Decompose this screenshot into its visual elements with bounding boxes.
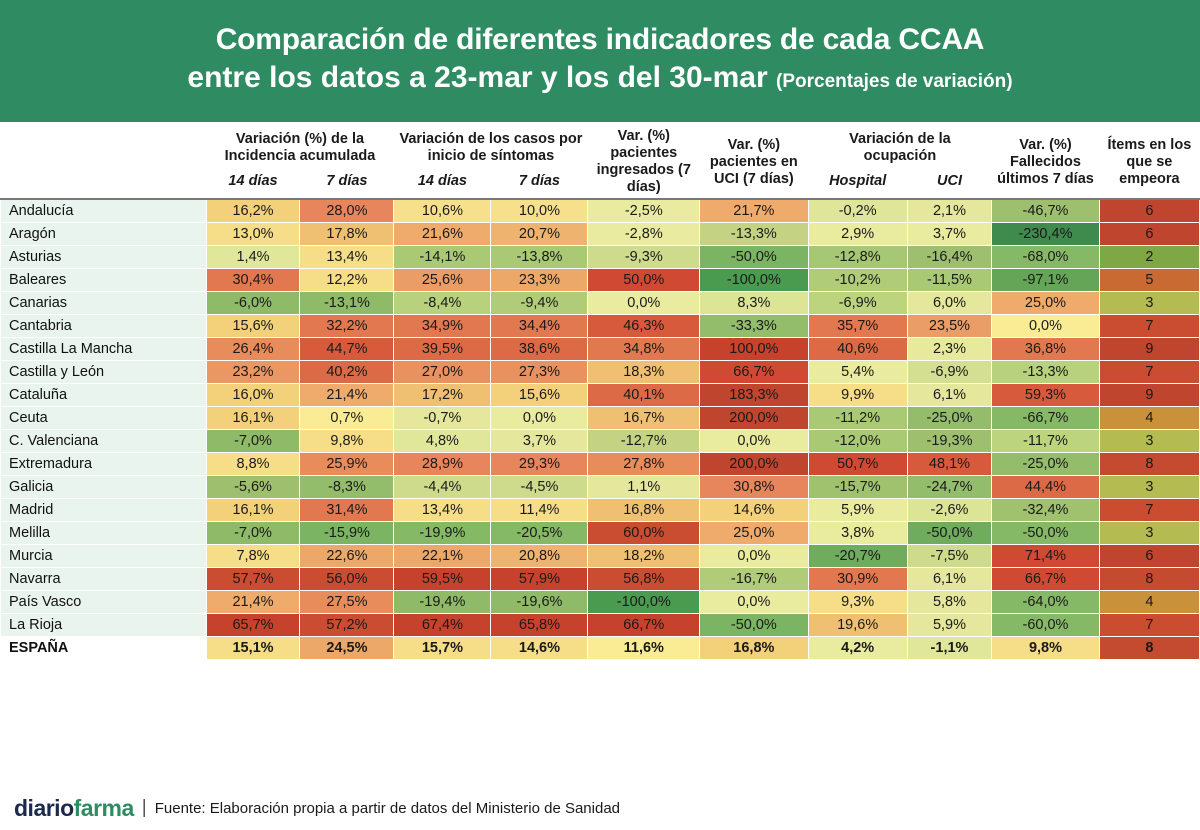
heatmap-cell: 8 bbox=[1099, 568, 1199, 591]
heatmap-cell: 57,2% bbox=[300, 614, 394, 637]
heatmap-cell: 24,5% bbox=[300, 637, 394, 660]
table-row bbox=[1, 223, 1200, 246]
row-label-region: ESPAÑA bbox=[1, 637, 207, 660]
header-banner bbox=[0, 0, 1200, 122]
heatmap-cell: 4,8% bbox=[394, 430, 491, 453]
heatmap-cell: 27,0% bbox=[394, 361, 491, 384]
row-label-region: Castilla La Mancha bbox=[1, 338, 207, 361]
heatmap-cell: 14,6% bbox=[491, 637, 588, 660]
heatmap-cell: 0,0% bbox=[700, 545, 809, 568]
heatmap-cell: -15,7% bbox=[808, 476, 907, 499]
heatmap-cell: -24,7% bbox=[907, 476, 992, 499]
heatmap-cell: 25,0% bbox=[700, 522, 809, 545]
heatmap-cell: 14,6% bbox=[700, 499, 809, 522]
heatmap-cell: 66,7% bbox=[992, 568, 1099, 591]
heatmap-cell: 7 bbox=[1099, 499, 1199, 522]
row-label-region: C. Valenciana bbox=[1, 430, 207, 453]
heatmap-cell: -9,3% bbox=[588, 246, 700, 269]
heatmap-cell: 8 bbox=[1099, 637, 1199, 660]
heatmap-cell: 13,0% bbox=[206, 223, 300, 246]
heatmap-cell: 23,2% bbox=[206, 361, 300, 384]
heatmap-cell: -8,4% bbox=[394, 292, 491, 315]
heatmap-cell: -13,1% bbox=[300, 292, 394, 315]
page-title-line1: Comparación de diferentes indicadores de cada CCAA bbox=[215, 23, 985, 56]
heatmap-cell: -7,0% bbox=[206, 522, 300, 545]
heatmap-cell: 7,8% bbox=[206, 545, 300, 568]
header-sub-sintomas-7: 7 días bbox=[491, 170, 588, 199]
heatmap-cell: -12,7% bbox=[588, 430, 700, 453]
heatmap-cell: 19,6% bbox=[808, 614, 907, 637]
heatmap-cell: 39,5% bbox=[394, 338, 491, 361]
heatmap-cell: 8,3% bbox=[700, 292, 809, 315]
heatmap-cell: 66,7% bbox=[588, 614, 700, 637]
row-label-region: Madrid bbox=[1, 499, 207, 522]
heatmap-cell: -10,2% bbox=[808, 269, 907, 292]
heatmap-cell: 30,9% bbox=[808, 568, 907, 591]
row-label-region: Castilla y León bbox=[1, 361, 207, 384]
heatmap-cell: 16,0% bbox=[206, 384, 300, 407]
heatmap-cell: -0,2% bbox=[808, 199, 907, 223]
row-label-region: Canarias bbox=[1, 292, 207, 315]
heatmap-cell: 9,9% bbox=[808, 384, 907, 407]
brand-part1: diario bbox=[14, 794, 74, 821]
heatmap-cell: 27,8% bbox=[588, 453, 700, 476]
row-label-region: Cantabria bbox=[1, 315, 207, 338]
indicators-heatmap-table bbox=[0, 122, 1200, 660]
header-group-sintomas: Variación de los casos por inicio de síntomas bbox=[394, 122, 588, 170]
heatmap-cell: 13,4% bbox=[394, 499, 491, 522]
heatmap-cell: -50,0% bbox=[907, 522, 992, 545]
header-sub-ocupacion-uci: UCI bbox=[907, 170, 992, 199]
heatmap-cell: 17,2% bbox=[394, 384, 491, 407]
footer-separator: | bbox=[141, 797, 147, 818]
heatmap-cell: -6,9% bbox=[907, 361, 992, 384]
footer-source: Fuente: Elaboración propia a partir de datos del Ministerio de Sanidad bbox=[154, 799, 621, 817]
heatmap-cell: 21,4% bbox=[206, 591, 300, 614]
heatmap-cell: 5,8% bbox=[907, 591, 992, 614]
heatmap-cell: -20,5% bbox=[491, 522, 588, 545]
heatmap-cell: 0,0% bbox=[700, 591, 809, 614]
heatmap-cell: 31,4% bbox=[300, 499, 394, 522]
row-label-region: Baleares bbox=[1, 269, 207, 292]
table-row bbox=[1, 568, 1200, 591]
heatmap-cell: 50,7% bbox=[808, 453, 907, 476]
table-row bbox=[1, 476, 1200, 499]
heatmap-cell: 18,2% bbox=[588, 545, 700, 568]
heatmap-cell: 56,0% bbox=[300, 568, 394, 591]
heatmap-cell: 0,0% bbox=[992, 315, 1099, 338]
header-group-ingresados: Var. (%) pacientes ingresados (7 días) bbox=[588, 122, 700, 199]
table-row bbox=[1, 338, 1200, 361]
heatmap-cell: 15,6% bbox=[206, 315, 300, 338]
heatmap-cell: 11,4% bbox=[491, 499, 588, 522]
heatmap-cell: 21,6% bbox=[394, 223, 491, 246]
heatmap-cell: 17,8% bbox=[300, 223, 394, 246]
heatmap-cell: -50,0% bbox=[700, 614, 809, 637]
heatmap-cell: -6,0% bbox=[206, 292, 300, 315]
heatmap-cell: -4,4% bbox=[394, 476, 491, 499]
heatmap-cell: 28,0% bbox=[300, 199, 394, 223]
row-label-region: Asturias bbox=[1, 246, 207, 269]
heatmap-cell: 16,2% bbox=[206, 199, 300, 223]
heatmap-cell: 25,6% bbox=[394, 269, 491, 292]
heatmap-cell: -19,9% bbox=[394, 522, 491, 545]
heatmap-cell: -46,7% bbox=[992, 199, 1099, 223]
heatmap-cell: 38,6% bbox=[491, 338, 588, 361]
heatmap-cell: 16,8% bbox=[588, 499, 700, 522]
heatmap-cell: 6,1% bbox=[907, 384, 992, 407]
table-row bbox=[1, 361, 1200, 384]
header-group-fallecidos: Var. (%) Fallecidos últimos 7 días bbox=[992, 122, 1099, 199]
heatmap-cell: 11,6% bbox=[588, 637, 700, 660]
heatmap-cell: 71,4% bbox=[992, 545, 1099, 568]
heatmap-cell: 6 bbox=[1099, 199, 1199, 223]
heatmap-cell: -1,1% bbox=[907, 637, 992, 660]
heatmap-cell: -7,0% bbox=[206, 430, 300, 453]
heatmap-cell: -50,0% bbox=[700, 246, 809, 269]
heatmap-cell: 27,5% bbox=[300, 591, 394, 614]
heatmap-cell: -12,8% bbox=[808, 246, 907, 269]
heatmap-cell: 44,7% bbox=[300, 338, 394, 361]
heatmap-cell: 57,9% bbox=[491, 568, 588, 591]
heatmap-cell: 35,7% bbox=[808, 315, 907, 338]
heatmap-cell: 25,0% bbox=[992, 292, 1099, 315]
heatmap-cell: -12,0% bbox=[808, 430, 907, 453]
heatmap-cell: 32,2% bbox=[300, 315, 394, 338]
row-label-region: País Vasco bbox=[1, 591, 207, 614]
heatmap-cell: 34,8% bbox=[588, 338, 700, 361]
heatmap-cell: 16,7% bbox=[588, 407, 700, 430]
page-title-line2-text: entre los datos a 23-mar y los del 30-mar bbox=[187, 61, 768, 94]
heatmap-cell: -2,6% bbox=[907, 499, 992, 522]
heatmap-cell: 3,7% bbox=[491, 430, 588, 453]
heatmap-cell: -20,7% bbox=[808, 545, 907, 568]
heatmap-cell: 28,9% bbox=[394, 453, 491, 476]
heatmap-cell: 18,3% bbox=[588, 361, 700, 384]
heatmap-cell: 59,3% bbox=[992, 384, 1099, 407]
heatmap-cell: -5,6% bbox=[206, 476, 300, 499]
heatmap-cell: -13,3% bbox=[992, 361, 1099, 384]
heatmap-cell: 0,0% bbox=[491, 407, 588, 430]
heatmap-cell: -25,0% bbox=[907, 407, 992, 430]
heatmap-cell: -6,9% bbox=[808, 292, 907, 315]
heatmap-cell: 4,2% bbox=[808, 637, 907, 660]
heatmap-cell: -25,0% bbox=[992, 453, 1099, 476]
row-label-region: La Rioja bbox=[1, 614, 207, 637]
heatmap-cell: 67,4% bbox=[394, 614, 491, 637]
heatmap-cell: 3,7% bbox=[907, 223, 992, 246]
heatmap-cell: 4 bbox=[1099, 407, 1199, 430]
heatmap-cell: 34,4% bbox=[491, 315, 588, 338]
row-label-region: Extremadura bbox=[1, 453, 207, 476]
heatmap-cell: 7 bbox=[1099, 361, 1199, 384]
heatmap-cell: 60,0% bbox=[588, 522, 700, 545]
brand-part2: farma bbox=[73, 794, 134, 821]
heatmap-cell: -100,0% bbox=[700, 269, 809, 292]
heatmap-cell: 59,5% bbox=[394, 568, 491, 591]
heatmap-cell: 0,0% bbox=[700, 430, 809, 453]
heatmap-cell: 21,7% bbox=[700, 199, 809, 223]
heatmap-cell: 20,8% bbox=[491, 545, 588, 568]
table-row bbox=[1, 453, 1200, 476]
heatmap-cell: -19,3% bbox=[907, 430, 992, 453]
heatmap-cell: 0,0% bbox=[588, 292, 700, 315]
header-sub-incidencia-7: 7 días bbox=[300, 170, 394, 199]
heatmap-cell: 1,1% bbox=[588, 476, 700, 499]
heatmap-cell: 7 bbox=[1099, 315, 1199, 338]
heatmap-cell: 3 bbox=[1099, 430, 1199, 453]
heatmap-cell: 16,1% bbox=[206, 407, 300, 430]
row-label-region: Murcia bbox=[1, 545, 207, 568]
heatmap-cell: 21,4% bbox=[300, 384, 394, 407]
heatmap-cell: -68,0% bbox=[992, 246, 1099, 269]
row-label-region: Navarra bbox=[1, 568, 207, 591]
heatmap-cell: -2,8% bbox=[588, 223, 700, 246]
table-row bbox=[1, 199, 1200, 223]
heatmap-cell: -9,4% bbox=[491, 292, 588, 315]
heatmap-cell: 22,6% bbox=[300, 545, 394, 568]
row-label-region: Melilla bbox=[1, 522, 207, 545]
heatmap-cell: 44,4% bbox=[992, 476, 1099, 499]
heatmap-cell: 2,3% bbox=[907, 338, 992, 361]
heatmap-cell: 6,1% bbox=[907, 568, 992, 591]
heatmap-cell: 9,3% bbox=[808, 591, 907, 614]
header-group-ocupacion: Variación de la ocupación bbox=[808, 122, 992, 170]
heatmap-cell: 22,1% bbox=[394, 545, 491, 568]
heatmap-cell: 16,8% bbox=[700, 637, 809, 660]
heatmap-cell: 8,8% bbox=[206, 453, 300, 476]
heatmap-cell: 13,4% bbox=[300, 246, 394, 269]
heatmap-cell: 183,3% bbox=[700, 384, 809, 407]
heatmap-cell: -97,1% bbox=[992, 269, 1099, 292]
heatmap-cell: -8,3% bbox=[300, 476, 394, 499]
header-group-row bbox=[1, 122, 1200, 170]
table-row bbox=[1, 384, 1200, 407]
row-label-region: Aragón bbox=[1, 223, 207, 246]
heatmap-cell: 3 bbox=[1099, 476, 1199, 499]
table-row bbox=[1, 315, 1200, 338]
heatmap-cell: -66,7% bbox=[992, 407, 1099, 430]
heatmap-cell: -13,3% bbox=[700, 223, 809, 246]
header-sub-sintomas-14: 14 días bbox=[394, 170, 491, 199]
heatmap-cell: 40,2% bbox=[300, 361, 394, 384]
heatmap-cell: 16,1% bbox=[206, 499, 300, 522]
heatmap-cell: 15,1% bbox=[206, 637, 300, 660]
heatmap-cell: -11,5% bbox=[907, 269, 992, 292]
heatmap-cell: 8 bbox=[1099, 453, 1199, 476]
heatmap-cell: -7,5% bbox=[907, 545, 992, 568]
row-label-region: Cataluña bbox=[1, 384, 207, 407]
heatmap-cell: 200,0% bbox=[700, 407, 809, 430]
heatmap-cell: 15,7% bbox=[394, 637, 491, 660]
heatmap-cell: 9 bbox=[1099, 338, 1199, 361]
heatmap-cell: -13,8% bbox=[491, 246, 588, 269]
table-body bbox=[1, 199, 1200, 660]
heatmap-cell: 1,4% bbox=[206, 246, 300, 269]
header-sub-ocupacion-hospital: Hospital bbox=[808, 170, 907, 199]
heatmap-cell: 23,5% bbox=[907, 315, 992, 338]
heatmap-cell: 2 bbox=[1099, 246, 1199, 269]
heatmap-cell: -32,4% bbox=[992, 499, 1099, 522]
table-row bbox=[1, 246, 1200, 269]
heatmap-cell: -33,3% bbox=[700, 315, 809, 338]
table-header bbox=[1, 122, 1200, 199]
row-label-region: Galicia bbox=[1, 476, 207, 499]
heatmap-cell: 3 bbox=[1099, 522, 1199, 545]
heatmap-cell: 34,9% bbox=[394, 315, 491, 338]
page-subtitle: (Porcentajes de variación) bbox=[776, 71, 1013, 92]
heatmap-cell: 46,3% bbox=[588, 315, 700, 338]
heatmap-cell: 0,7% bbox=[300, 407, 394, 430]
footer-bar bbox=[0, 786, 1200, 830]
table-row bbox=[1, 407, 1200, 430]
heatmap-cell: 9,8% bbox=[300, 430, 394, 453]
table-row bbox=[1, 292, 1200, 315]
heatmap-cell: 65,7% bbox=[206, 614, 300, 637]
heatmap-cell: 56,8% bbox=[588, 568, 700, 591]
heatmap-cell: 29,3% bbox=[491, 453, 588, 476]
heatmap-cell: -16,4% bbox=[907, 246, 992, 269]
heatmap-cell: 7 bbox=[1099, 614, 1199, 637]
heatmap-cell: 57,7% bbox=[206, 568, 300, 591]
heatmap-cell: 23,3% bbox=[491, 269, 588, 292]
heatmap-cell: 30,8% bbox=[700, 476, 809, 499]
heatmap-cell: 27,3% bbox=[491, 361, 588, 384]
heatmap-cell: 15,6% bbox=[491, 384, 588, 407]
heatmap-cell: 9 bbox=[1099, 384, 1199, 407]
table-row bbox=[1, 499, 1200, 522]
heatmap-cell: 12,2% bbox=[300, 269, 394, 292]
heatmap-cell: 48,1% bbox=[907, 453, 992, 476]
heatmap-cell: -100,0% bbox=[588, 591, 700, 614]
heatmap-cell: 9,8% bbox=[992, 637, 1099, 660]
header-group-incidencia: Variación (%) de la Incidencia acumulada bbox=[206, 122, 394, 170]
heatmap-cell: -230,4% bbox=[992, 223, 1099, 246]
header-subcorner-blank bbox=[1, 170, 207, 199]
heatmap-cell: 20,7% bbox=[491, 223, 588, 246]
heatmap-cell: 6 bbox=[1099, 545, 1199, 568]
heatmap-cell: -2,5% bbox=[588, 199, 700, 223]
table-row bbox=[1, 637, 1200, 660]
table-row bbox=[1, 269, 1200, 292]
heatmap-cell: -15,9% bbox=[300, 522, 394, 545]
heatmap-cell: -14,1% bbox=[394, 246, 491, 269]
row-label-region: Ceuta bbox=[1, 407, 207, 430]
heatmap-cell: 26,4% bbox=[206, 338, 300, 361]
heatmap-cell: -11,7% bbox=[992, 430, 1099, 453]
heatmap-cell: 3,8% bbox=[808, 522, 907, 545]
table-row bbox=[1, 614, 1200, 637]
page-title-line2 bbox=[187, 59, 1012, 101]
heatmap-cell: 5,4% bbox=[808, 361, 907, 384]
heatmap-cell: -4,5% bbox=[491, 476, 588, 499]
table-row bbox=[1, 522, 1200, 545]
heatmap-cell: -11,2% bbox=[808, 407, 907, 430]
heatmap-cell: -19,4% bbox=[394, 591, 491, 614]
heatmap-cell: 40,1% bbox=[588, 384, 700, 407]
heatmap-cell: -19,6% bbox=[491, 591, 588, 614]
heatmap-cell: 10,6% bbox=[394, 199, 491, 223]
heatmap-cell: -16,7% bbox=[700, 568, 809, 591]
heatmap-cell: 100,0% bbox=[700, 338, 809, 361]
heatmap-cell: -50,0% bbox=[992, 522, 1099, 545]
heatmap-cell: 5,9% bbox=[808, 499, 907, 522]
header-group-items: Ítems en los que se empeora bbox=[1099, 122, 1199, 199]
header-sub-incidencia-14: 14 días bbox=[206, 170, 300, 199]
heatmap-cell: 200,0% bbox=[700, 453, 809, 476]
heatmap-cell: 5,9% bbox=[907, 614, 992, 637]
header-corner-blank bbox=[1, 122, 207, 170]
heatmap-cell: 2,1% bbox=[907, 199, 992, 223]
table-row bbox=[1, 545, 1200, 568]
heatmap-cell: -60,0% bbox=[992, 614, 1099, 637]
row-label-region: Andalucía bbox=[1, 199, 207, 223]
heatmap-cell: 10,0% bbox=[491, 199, 588, 223]
heatmap-cell: -0,7% bbox=[394, 407, 491, 430]
heatmap-cell: 30,4% bbox=[206, 269, 300, 292]
heatmap-cell: 36,8% bbox=[992, 338, 1099, 361]
brand-logo bbox=[14, 795, 134, 822]
heatmap-cell: 6,0% bbox=[907, 292, 992, 315]
heatmap-cell: 25,9% bbox=[300, 453, 394, 476]
heatmap-cell: 40,6% bbox=[808, 338, 907, 361]
heatmap-cell: 66,7% bbox=[700, 361, 809, 384]
heatmap-cell: 5 bbox=[1099, 269, 1199, 292]
heatmap-cell: 3 bbox=[1099, 292, 1199, 315]
heatmap-cell: 4 bbox=[1099, 591, 1199, 614]
heatmap-cell: -64,0% bbox=[992, 591, 1099, 614]
table-row bbox=[1, 430, 1200, 453]
header-group-uci: Var. (%) pacientes en UCI (7 días) bbox=[700, 122, 809, 199]
heatmap-cell: 50,0% bbox=[588, 269, 700, 292]
heatmap-cell: 65,8% bbox=[491, 614, 588, 637]
heatmap-cell: 2,9% bbox=[808, 223, 907, 246]
heatmap-cell: 6 bbox=[1099, 223, 1199, 246]
table-row bbox=[1, 591, 1200, 614]
